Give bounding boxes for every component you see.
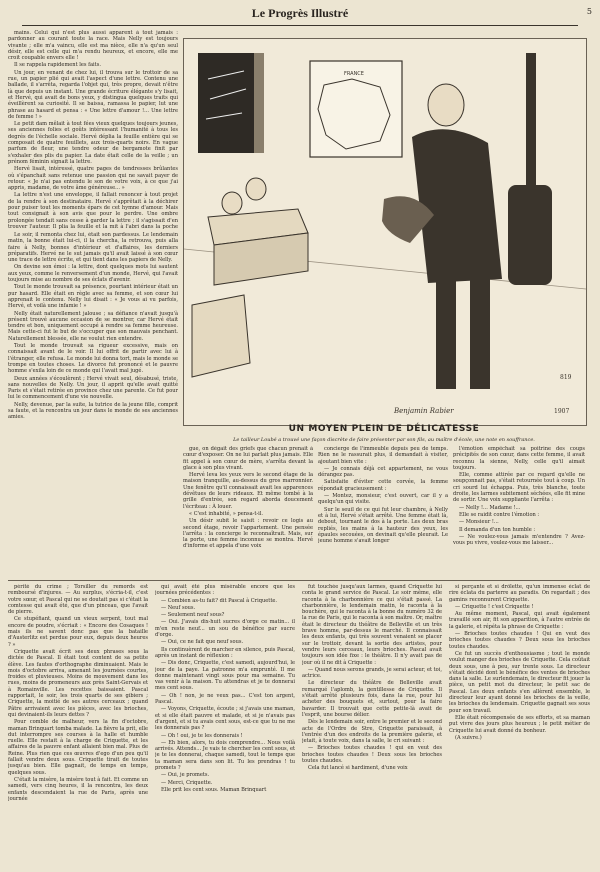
paragraph: — Monsieur !... [459, 519, 499, 526]
paragraph: Elle, comme attirée par ce regard qu'elle ne soupçonnait pas, s'était retournée tout à coup. Un cri sourd lui échappa. Puis, très blanche, toute droite, les larmes subitement séchées, elle fit mine de sortir. Une voix suppliante l'arrêta : [453, 472, 585, 504]
paragraph: — Criquette ! c'est Criquette ! [455, 603, 534, 610]
paragraph: Le petit dam mêlait à tout fées vieux quelques toujours jeunes, ses anciennes folies et goûts intéressant l'humanité à tous les degrés de l'échelle sociale. Hervé déplia la feuille entière qui se composait de quatre feuillets, aux trois-quarts noirs. En vague parfum de fleur, une tendre odeur de bergamote finit par s'exhaler des plis du papier. La date était celle de la veille ; un prénom féminin signait la lettre. [8, 121, 178, 165]
paragraph: Pour comble de malheur, vers la fin d'octobre, maman Brinquart tomba malade. La fièvre la prit, elle dut interrompre ses courses à la halle et humble ruelle. Elle restait à la charge de Criquette, et les affaires de la pauvre enfant allaient bien mal. Plus de Reine. Plus rien que ces œuvres d'ego d'un peu qu'il fallait vendre deux sous. Criquette tirait de toutes jusqu'au bien. Elle gagnait, de temps en temps, quelques sous. [8, 719, 148, 776]
paragraph: Un désir subit le saisit : revoir ce logis au second étage, revoir l'appartement. Une pensée l'arrêta : la concierge le reconnaîtrait. Mais, sur la porte, une femme inconnue se montra. Hervé d'informe et appela d'une voix [183, 518, 313, 550]
paragraph: — Dis donc, Criquette, c'est samedi, aujourd'hui, le jour de la paye. La patronne m'a emprunté. Il me donne maintenant vingt sous pour ma semaine. Tu vas venir à la maison. Tu attendras et je te donnerai mes cent sous. [155, 660, 295, 692]
column-bottom-1 [8, 584, 148, 866]
header-rule [22, 25, 578, 26]
column-bottom-2 [155, 584, 295, 866]
wall-map-icon [310, 61, 402, 157]
paragraph: Il demanda d'un ton humble : [459, 526, 536, 533]
paragraph: qui avait été plus misérable encore que les journées précédentes : [155, 584, 295, 597]
map-label: FRANCE [344, 71, 364, 77]
paragraph: — Merci, Criquette. [161, 779, 213, 786]
paragraph: — Oh ! oui, je te les donnerais ! [161, 732, 243, 739]
paragraph: si perçante et si drôlette, qu'un immense éclat de rire éclata du parterre au paradis. On regardait ; des gamins reconnurent Criquette. [449, 584, 590, 603]
paragraph: Au même moment, Pascal, qui avait également travaillé son air, fit son apparition, à l'autre entrée de la galerie, et répéta la phrase de Criquette : [449, 611, 590, 630]
paragraph: — Combien as-tu fait? dit Pascal à Criquette. [161, 597, 278, 604]
newspaper-title: Le Progrès Illustré [251, 6, 349, 20]
paragraph: — Brioches toutes chaudes ! qui en veut des brioches toutes chaudes ! Deux sous les brioches toutes chaudes. [302, 745, 442, 765]
paragraph: — Montez, monsieur, c'est ouvert, car il y a quelqu'un qui visite. [318, 493, 448, 506]
paragraph: C'était la misère, la misère tout à fait. Et comme un samedi, vers cinq heures, il la rencontra, les deux enfants descendaient la rue de Paris, après une journée [8, 776, 148, 802]
paragraph: mains. Celui qui n'est plus aussi apparent à tout jamais : pardonner au courant toute la race. Mais Nelly est toujours vivante ; elle m'a vaincu, elle est ma nièce, elle n'a qu'un seul désir, elle est celle qui m'a rendu heureux, et encore, elle me croit coupable envers elle ! [8, 30, 178, 62]
paragraph: Dès le lendemain soir, entre le premier et le second acte de l'Ordre de Stre, Criquette paraissait, à l'entrée d'un des endroits de la première galerie, et jetait, à toute voix, dans la salle, le cri suivant : [302, 719, 442, 745]
paragraph: périté du crime ; Torsiller du remords est remboursé d'injures. — Au surplus, s'écria-t-il, c'est votre sœur, et Pascal qui ne se doutait pas si c'était la comtesse qui avait été, que d'un pinceau, que l'avait de pierre. [8, 584, 148, 616]
page-number: 5 [586, 7, 592, 16]
illustration-caption: Le tailleur Loubé a trouvé une façon discrète de faire présenter par son fils, au maître d'école, une note en souffrance. [233, 437, 535, 443]
paragraph: Sur le seuil de ce qui fut leur chambre, à Nelly et à lui, Hervé s'était arrêté. Une femme était là, debout, tournant le dos à la porte. Les deux bras repliés, les mains à la hauteur des yeux, les épaules secouées, on devinait qu'elle pleurait. Le jeune homme s'avait longer [318, 506, 448, 545]
paragraph: Elle se raidit contre l'émotion : [459, 511, 540, 518]
paragraph: Il se rappela rapidement les faits. [14, 62, 101, 69]
section-divider [8, 580, 590, 581]
paragraph: — Je connais déjà cet appartement, ne vous dérangez pas. [318, 465, 448, 479]
chalkboard-icon [198, 53, 264, 153]
column-left-lower [8, 232, 178, 460]
illustration-year: 1907 [554, 408, 570, 415]
paragraph: Un jour, en venant de chez lui, il trouva sur le trottoir de sa rue, un papier plié qui avait l'aspect d'une lettre. Contenu une ballade, il s'arrêta, regarda l'objet qui, très propre, devait n'être là que depuis un instant. Une grande écriture élégante s'y lisait, et Hervé, qui avait de bons yeux, y distingua quelques traits qui éveillèrent sa curiosité. Il se baissa, ramassa le papier, lut une phrase au hasard et pensa : « Une lettre d'amour !... Une lettre de femme ! » [8, 69, 178, 120]
paragraph: On devine son émoi : la lettre, dont quelques mots lui sautent aux yeux, comme le renversement d'un monde, Hervé, qui l'avait toujours mise au nombre de ses éclats d'avenir. [8, 264, 178, 284]
paragraph: fut touchée jusqu'aux larmes, quand Criquette lui conta le grand service de Pascal. Le soir même, elle raconta à la charbonnière ce qui s'était passé. La charbonnière, le lendemain matin, le raconta à la bouchère, qui le raconta à la bonne du numéro 32 de la rue de Paris, qui le raconta à son maître. Or, maître était le directeur du théâtre de Belleville et un très brave homme, par-dessus le marché. Il connaissait les deux enfants, qui très souvent venaient se placer sur le trottoir, devant la sortie des artistes, pour vendre leurs cerceaux, leurs brioches. Pascal avait toujours son idée fixe : le théâtre. Il n'y avait pas de jour où il ne dit à Criquette : [302, 584, 442, 666]
paragraph: Ce stupéfiant, quand un vieux serpent, tout mal encore de poudre, s'écriait : « Encore des Cosaques ! mais ils ne savent donc pas que la bataille d'Austerlitz est perdue pour eux, depuis deux heures ? » [8, 616, 148, 648]
classroom-drawing [184, 39, 586, 425]
paragraph: Nelly était naturellement jalouse ; sa défiance n'avait jusqu'à présent trouvé aucune occasion de se montrer, car Hervé était tendre et bon, uniquement occupé à rendre sa femme heureuse. Mais cette-ci fut le but de s'occuper que son mauvais penchant. Naturellement blessée, elle ne voulut rien entendre. [8, 310, 178, 342]
paragraph: gue, on dégait des griefs que chacun prenait à cœur d'exposer. On ne lui parlait plus jamais. Elle fit appel à son cœur de mère, s'arrêta devant la glace à son plus vivant. [183, 446, 313, 471]
paragraph: Elle était récompensée de ses efforts, et sa maman put vivre des jours plus heureux ; le petit métier de Criquette lui avait donné du bonheur. [449, 714, 590, 734]
illustration-title: UN MOYEN PLEIN DE DÉLICATESSE [288, 424, 480, 434]
paragraph: « C'est inhabité, » pensa-t-il. [189, 510, 264, 517]
paragraph: — Oui, je promets. [161, 772, 210, 779]
paragraph: — Ne voulez-vous jamais m'entendre ? Avez-vous pu vivre, voulez-vous me laisser... [453, 533, 585, 547]
paragraph: Nelly, devenue, par la suite, la tutrice de la jeune fille, comprit sa faute, et la rencontra un jour dans le monde de ses anciennes amies. [8, 401, 178, 421]
paragraph: Le soir, il remonta chez lui, était son pardessus. Le lendemain matin, la bonne était lui-ci, il la chercha, la retrouva, puis alla faire à Nelly, bonnes d'intérieur et d'affaires, les derniers préparatifs. Hervé ne le sut jamais qu'il avait laissé à son cœur une trace de lettre écrite, et qui tient dans les papiers de Nelly. [8, 232, 178, 264]
paragraph: Hervé leva les yeux vers le second étage de la maison tranquille, au-dessus du gros marronnier. Une fenêtre qu'il connaissait avait les apparences dévêtues de leurs rideaux. Et même tombé à la grille d'entrée, son regard aborda doucement l'écriteau : À louer. [183, 472, 313, 510]
paragraph: Elle prit les cent sous. Maman Brinquart [161, 786, 267, 793]
paragraph: Le directeur du théâtre de Belleville avait remarqué l'aplomb, la gentillesse de Criquette. Il s'était arrêté plusieurs fois, dans la rue, pour lui acheter des bouquets et, surtout, pour la faire bavarder. Il trouvait que cette petite-là avait de l'esprit, une bourse délier. [302, 680, 442, 718]
paragraph: Satisfaite d'éviter cette corvée, la femme répondait gracieusement : [318, 479, 448, 492]
paragraph: — Oh ! non, je ne veux pas... C'est ton argent, Pascal. [155, 692, 295, 706]
paragraph: Ils continuèrent de marcher en silence, puis Pascal, après un instant de réflexion : [155, 646, 295, 659]
paragraph: (A suivre.) [455, 734, 482, 741]
paragraph: Cela fut lancé si hardiment, d'une voix [308, 765, 408, 772]
paragraph: Tout le monde trouvait sa rigueur excessive, mais on connaissait avant de le voir. Il lui offrit de partir avec lui à l'étranger, elle refusa. Le monde lui donna tort, mais le monde se trompe en toutes choses. Le divorce fut prononcé et le pauvre homme s'exila loin de ce monde qui l'avait mal jugé. [8, 343, 178, 375]
page-header [0, 0, 600, 30]
paragraph: — Oui, ce ne fait que neuf sous. [161, 639, 244, 646]
paragraph: — Nelly !... Madame !... [459, 504, 521, 511]
column-bottom-4 [449, 584, 590, 866]
paragraph: — Oui. J'avais dix-huit sucres d'orge ce matin... il m'en reste neuf... un sou de bénéfice par sucre d'orge. [155, 619, 295, 639]
paragraph: — Eh bien, alors, tu dois comprendre... Nous voilà arrivés. Attends... Je vais te chercher les cent sous, et je te les donnerai, chaque samedi, tout le temps que ta maman sera dans son lit. Tu les prendras ! tu promets ? [155, 739, 295, 772]
column-bottom-3 [302, 584, 442, 866]
paragraph: Ce fut un succès d'enthousiasme ; tout le monde voulut manger des brioches de Criquette. Cela coûtait deux sous, une à peu, sur trente sous. Le directeur s'était décidé dont le bénéfice des ventes de brioches dans la salle. Le surlendemain, le directeur fit jouer la pièce, un petit mot du directeur, le petit sac de Pascal. Les deux enfants s'en allèrent ensemble, le directeur leur ayant donné les brioches de la veille, les brioches du lendemain. Criquette gagnait ses sous pour son travail. [449, 650, 590, 714]
column-left-upper [8, 30, 178, 230]
paragraph: Deux années s'écoulèrent ; Hervé vivait seul, désabusé, triste, sans nouvelles de Nelly. Un jour, il apprit qu'elle avait quitté Paris et s'était retirée en province chez une parente. Ce fut pour lui le commencement d'une vie nouvelle. [8, 375, 178, 401]
paragraph: l'émotion empêchait sa poitrine des coups précipités de son cœur, dans cette femme, il avait reconnu la sienne, Nelly, celle qu'il aimait toujours. [453, 446, 585, 471]
column-mid-2 [318, 446, 448, 578]
paragraph: Tout le monde trouvait sa présence, pourtant intérieur était un pur hasard. Elle était en règle avec sa femme, et son cœur lui apprenait le contenu. Nelly lui disait : « Je vous ai vu parfois, Hervé, et voilà une infamie ! » [8, 284, 178, 310]
paragraph: — Voyons, Criquette, écoute ; si j'avais une maman, et si elle était pauvre et malade, et si je n'avais pas d'argent, et si tu avais cent sous, est-ce que tu ne me les donnerais pas ? [155, 706, 295, 732]
paragraph: — Neuf sous. [161, 604, 196, 611]
paragraph: — Seulement neuf sous? [161, 612, 225, 619]
paragraph: Criquette avait écrit ses deux phrases sous la dictée de Pascal. Il était tout content de sa petite élève. Les fautes d'orthographe diminuaient. Mais le mois d'octobre arriva, amenant les journées courtes, froides et pluvieuses. Moins de mouvement dans les rues, moins de promeneurs aux près Saint-Gervais et à Romainville. Les recettes baissaient. Pascal rapportait, le soir, les trois quarts de ses gibiers ; Criquette, la moitié de ses autres cerceaux ; quand Pâtre arrivaient avec les pièces, avec les brioches, qui devinaient-ils leurs dettes ? [8, 648, 148, 718]
paragraph: — Quand nous serons grands, je serai acteur, et toi, actrice. [302, 666, 442, 680]
illustration-classroom [183, 38, 587, 426]
corner-number: 819 [560, 374, 572, 381]
column-mid-3 [453, 446, 585, 578]
column-mid-1 [183, 446, 313, 578]
paragraph: — Brioches toutes chaudes ! Qui en veut des brioches toutes chaudes ? Deux sous les brioches toutes chaudes. [449, 631, 590, 650]
artist-signature: Benjamin Rabier [394, 407, 454, 415]
paragraph: Hervé lisait, intéressé, quatre pages de tendresses brûlantes où s'épanchait sans retenue une passion qui ne savait payer de retour. « Je n'ai pas entendu le son de votre voix, à ce que j'ai appris, madame, de votre âme généreuse... » [8, 166, 178, 192]
paragraph: concierge de l'immeuble depuis peu de temps. Rien ne le rassurait plus, il demandait à visiter, ajoutant bien vite : [318, 446, 448, 465]
paragraph: La lettre n'est une enveloppe, il fallait renoncer à tout projet de la rendre à son destinataire. Hervé s'apprêtait à la déchirer pour puiser tout les moments épars de cet hymne d'amour. Mais tout consignait à son avis que pour le perdre. Une ombre prolongée tendait sans cesse à garder la lettre ; il s'agissait d'en trouver l'auteur. Il plia la feuille et la mit à l'abri dans la poche [8, 192, 178, 230]
